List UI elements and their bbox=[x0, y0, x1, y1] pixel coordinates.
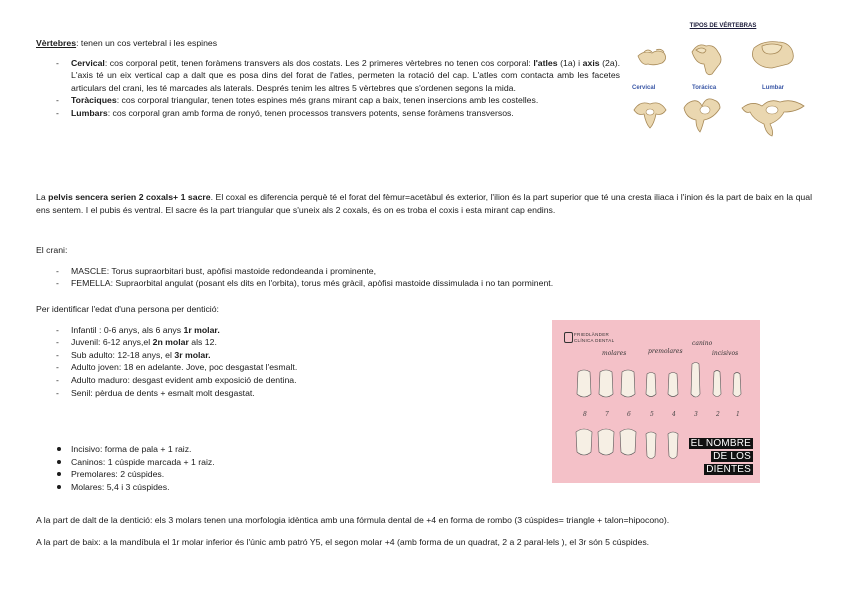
text-run: La bbox=[36, 192, 49, 202]
poster-title-line-2: DE LOS bbox=[713, 451, 751, 462]
age-list bbox=[54, 324, 536, 400]
text-run: (2a). L'axis té un eix vertical cap a dalt que es posa dins del forat de l'atles, permeten la rotació del cap. L'atles com contacta amb les facetes articulars del crani, les té marcades als laterals. Després tenim les altres 5 vèrtebres que s'ordenen segons la mida. bbox=[71, 57, 620, 93]
text-run: : cos corporal petit, tenen foràmens transvers als dos costats. Les 2 primeres vèrtebres no tenen cos corporal: bbox=[104, 57, 534, 68]
vertebrae-heading-line bbox=[36, 37, 620, 50]
teeth-poster bbox=[552, 320, 760, 483]
text-run: Adulto joven: 18 en adelante. Jove, poc desgastat l'esmalt. bbox=[71, 362, 298, 373]
upper-teeth bbox=[577, 363, 741, 398]
cervical-top-icon bbox=[634, 103, 666, 128]
tooth-number-3: 3 bbox=[694, 411, 698, 418]
list-item-adulto-maduro bbox=[54, 374, 536, 387]
poster-title-line-1: EL NOMBRE bbox=[690, 438, 751, 449]
brand-subtitle: CLÍNICA DENTAL bbox=[574, 337, 615, 343]
label-molares: molares bbox=[602, 350, 627, 357]
skull-heading: El crani: bbox=[36, 245, 68, 255]
text-run: : cos corporal gran amb forma de ronyó, tenen processos transvers potents, sense foràmens transversos. bbox=[107, 108, 514, 119]
tooth-number-1: 1 bbox=[736, 411, 740, 418]
list-item-masc: - MASCLE: Torus supraorbitari bust, apòfisi mastoide redondeanda i prominente, bbox=[54, 265, 812, 278]
list-item-juvenil bbox=[54, 336, 536, 349]
vertebrae-heading-rest: : tenen un cos vertebral i les espines bbox=[76, 38, 218, 48]
tooth-types-list bbox=[54, 443, 454, 493]
label-cervical: Cervical bbox=[632, 85, 656, 91]
label-toracica: Torácica bbox=[692, 85, 717, 91]
lower-teeth bbox=[576, 429, 678, 459]
label-canino: canino bbox=[692, 340, 713, 347]
tooth-number-4: 4 bbox=[672, 411, 676, 418]
text-run: : cos corporal triangular, tenen totes espines més grans mirant cap a baix, tenen insercions amb les costelles. bbox=[116, 95, 539, 106]
list-item-subadulto bbox=[54, 349, 536, 362]
pelvis-paragraph bbox=[36, 191, 812, 216]
text-run: Senil: pèrdua de dents + esmalt molt desgastat. bbox=[71, 387, 255, 398]
text-run-bold: 1r molar. bbox=[183, 324, 220, 335]
vertebrae-section bbox=[36, 37, 620, 120]
text-run: . El coxal es diferencia perquè té el forat del fèmur=acetàbul és exterior, l'ilion és la part superior que té una cresta iliaca i l'inion és la part de baix en la qual ens sentem. I el pubis és ventral. El sacre és la part triangular que s'uneix als 2 coxals, és on es troba el coxis i esta mirant cap endins. bbox=[36, 192, 813, 215]
text-run: Infantil : 0-6 anys, als 6 anys bbox=[71, 324, 184, 335]
tooth-number-5: 5 bbox=[650, 411, 654, 418]
brand-name: FRIEDLÄNDER bbox=[574, 332, 610, 337]
dentition-upper-paragraph: A la part de dalt de la dentició: els 3 molars tenen una morfologia idèntica amb una fórmula dental de +4 en forma de rombo (3 cúspides= triangle + talon=hipocono). bbox=[36, 515, 670, 525]
list-item-incisivo: Incisivo: forma de pala + 1 raiz. bbox=[54, 443, 454, 456]
text-run-bold: pelvis sencera serien 2 coxals+ 1 sacre bbox=[48, 192, 211, 202]
skull-list bbox=[54, 265, 812, 290]
tooth-number-7: 7 bbox=[605, 411, 609, 418]
tooth-number-8: 8 bbox=[583, 411, 587, 418]
list-item-toraciques bbox=[54, 94, 620, 107]
list-item-premolares: Premolares: 2 cúspides. bbox=[54, 468, 454, 481]
dentition-lower-paragraph: A la part de baix: a la mandíbula el 1r molar inferior és l'únic amb patró Y5, el segon molar +4 (amb forma de un quadrat, 2 a 2 paral·lels ), el 3r són 5 cúspides. bbox=[36, 537, 650, 547]
vertebrae-figure-title: TIPOS DE VÉRTEBRAS bbox=[689, 23, 757, 29]
thoracic-top-icon bbox=[684, 99, 720, 132]
text-run: als 12. bbox=[188, 337, 217, 348]
label-lumbar: Lumbar bbox=[762, 85, 785, 91]
poster-title bbox=[683, 437, 753, 476]
label-premolares: premolares bbox=[648, 348, 683, 355]
vertebrae-illustration bbox=[630, 22, 816, 140]
age-section bbox=[36, 303, 536, 399]
cervical-lateral-icon bbox=[638, 49, 666, 64]
text-run-bold: l'atles bbox=[533, 57, 558, 68]
tooth-numbers bbox=[583, 411, 740, 418]
text-run: Sub adulto: 12-18 anys, el bbox=[71, 349, 175, 360]
vertebrae-heading: Vèrtebres bbox=[36, 38, 77, 48]
text-run: Adulto maduro: desgast evident amb exposició de dentina. bbox=[71, 375, 297, 386]
lumbar-lateral-icon bbox=[752, 42, 793, 68]
term-lumbars: Lumbars bbox=[71, 108, 108, 119]
tooth-number-2: 2 bbox=[716, 411, 720, 418]
list-item-fem: - FEMELLA: Supraorbital angulat (posant els dits en l'orbita), torus més gràcil, apòfisi mastoide dissimulada i no tan porminent. bbox=[54, 277, 812, 290]
text-run-bold: 2n molar bbox=[152, 337, 189, 348]
list-item-adulto-joven bbox=[54, 361, 536, 374]
label-incisivos: incisivos bbox=[712, 350, 739, 357]
list-item-molares: Molares: 5,4 i 3 cúspides. bbox=[54, 481, 454, 494]
poster-title-line-3: DIENTES bbox=[706, 464, 751, 475]
text-run-bold: axis bbox=[582, 57, 600, 68]
text-run: Juvenil: 6-12 anys,el bbox=[71, 337, 153, 348]
list-item-caninos: Caninos: 1 cúspide marcada + 1 raiz. bbox=[54, 456, 454, 469]
list-item-senil bbox=[54, 387, 536, 400]
list-item-infantil bbox=[54, 324, 536, 337]
age-heading: Per identificar l'edat d'una persona per dentició: bbox=[36, 304, 219, 314]
vertebrae-list bbox=[54, 57, 620, 120]
tooth-number-6: 6 bbox=[627, 411, 631, 418]
text-run: (1a) i bbox=[557, 57, 583, 68]
list-item-cervical bbox=[54, 57, 620, 95]
term-cervical: Cervical bbox=[71, 57, 105, 68]
vertebrae-figure bbox=[630, 22, 816, 140]
lumbar-top-icon bbox=[742, 101, 804, 136]
thoracic-lateral-icon bbox=[692, 45, 721, 75]
term-toraciques: Toràciques bbox=[71, 95, 117, 106]
text-run-bold: 3r molar. bbox=[174, 349, 211, 360]
skull-section bbox=[36, 244, 812, 290]
list-item-lumbars bbox=[54, 107, 620, 120]
